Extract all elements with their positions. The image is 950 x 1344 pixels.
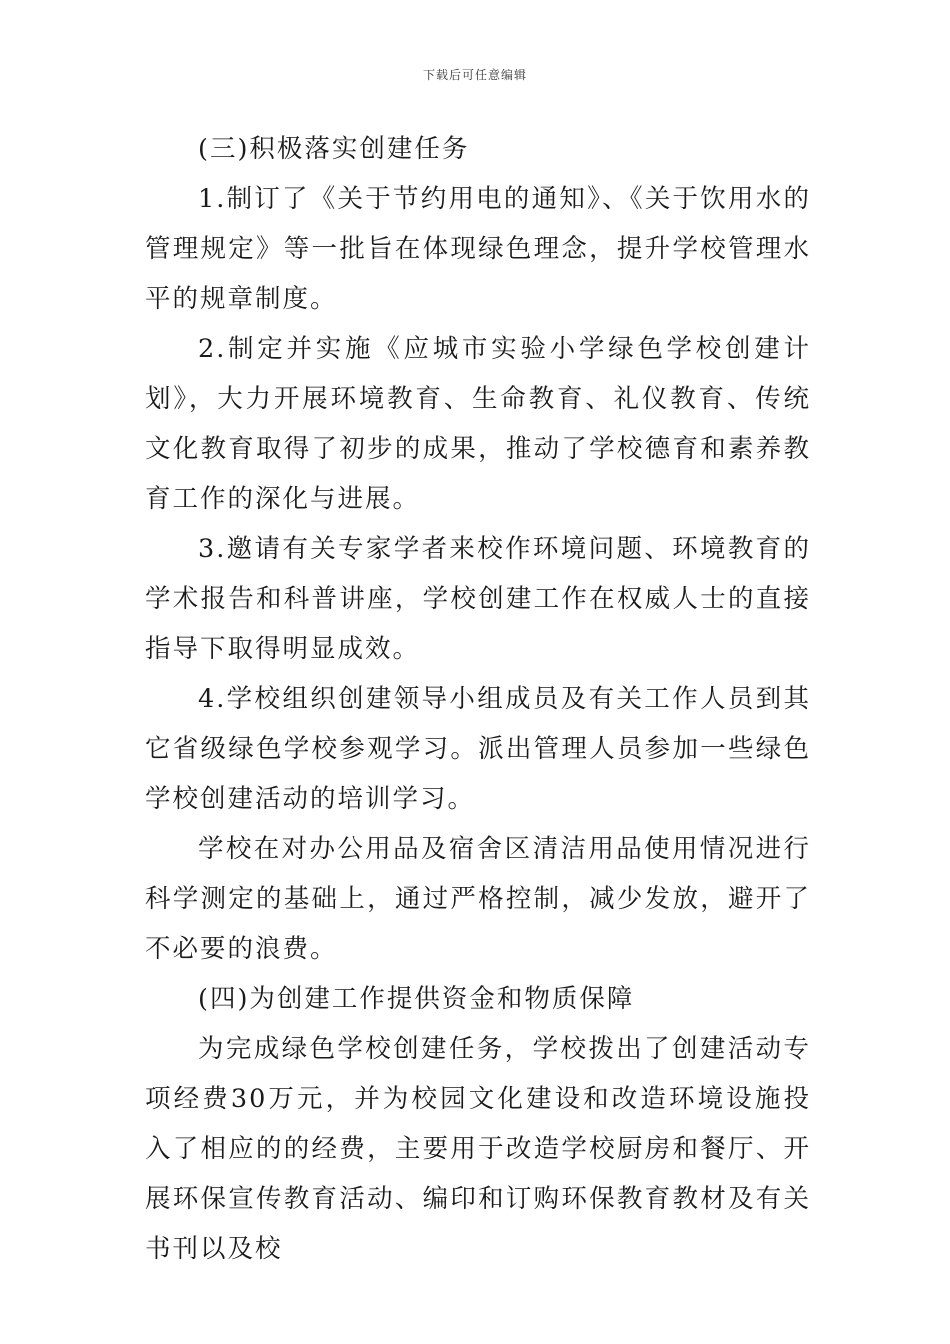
paragraph-office-supplies: 学校在对办公用品及宿舍区清洁用品使用情况进行科学测定的基础上，通过严格控制，减少发放，避开了不必要的浪费。 [145, 834, 811, 964]
paragraph-item-2: 2.制定并实施《应城市实验小学绿色学校创建计划》，大力开展环境教育、生命教育、礼仪教育、传统文化教育取得了初步的成果，推动了学校德育和素养教育工作的深化与进展。 [145, 334, 811, 514]
paragraph-funding: 为完成绿色学校创建任务，学校拨出了创建活动专项经费30万元，并为校园文化建设和改造环境设施投入了相应的的经费，主要用于改造学校厨房和餐厅、开展环保宣传教育活动、编印和订购环保教育教材及有关书刊以及校 [145, 1034, 811, 1264]
document-body [145, 124, 811, 1274]
section-heading-four: (四)为创建工作提供资金和物质保障 [198, 984, 635, 1014]
paragraph-item-1: 1.制订了《关于节约用电的通知》、《关于饮用水的管理规定》等一批旨在体现绿色理念，提升学校管理水平的规章制度。 [145, 184, 811, 314]
section-heading-three: (三)积极落实创建任务 [198, 134, 470, 164]
page-header: 下载后可任意编辑 [422, 68, 527, 82]
paragraph-item-4: 4.学校组织创建领导小组成员及有关工作人员到其它省级绿色学校参观学习。派出管理人员参加一些绿色学校创建活动的培训学习。 [145, 684, 811, 814]
paragraph-item-3: 3.邀请有关专家学者来校作环境问题、环境教育的学术报告和科普讲座，学校创建工作在权威人士的直接指导下取得明显成效。 [145, 534, 811, 664]
